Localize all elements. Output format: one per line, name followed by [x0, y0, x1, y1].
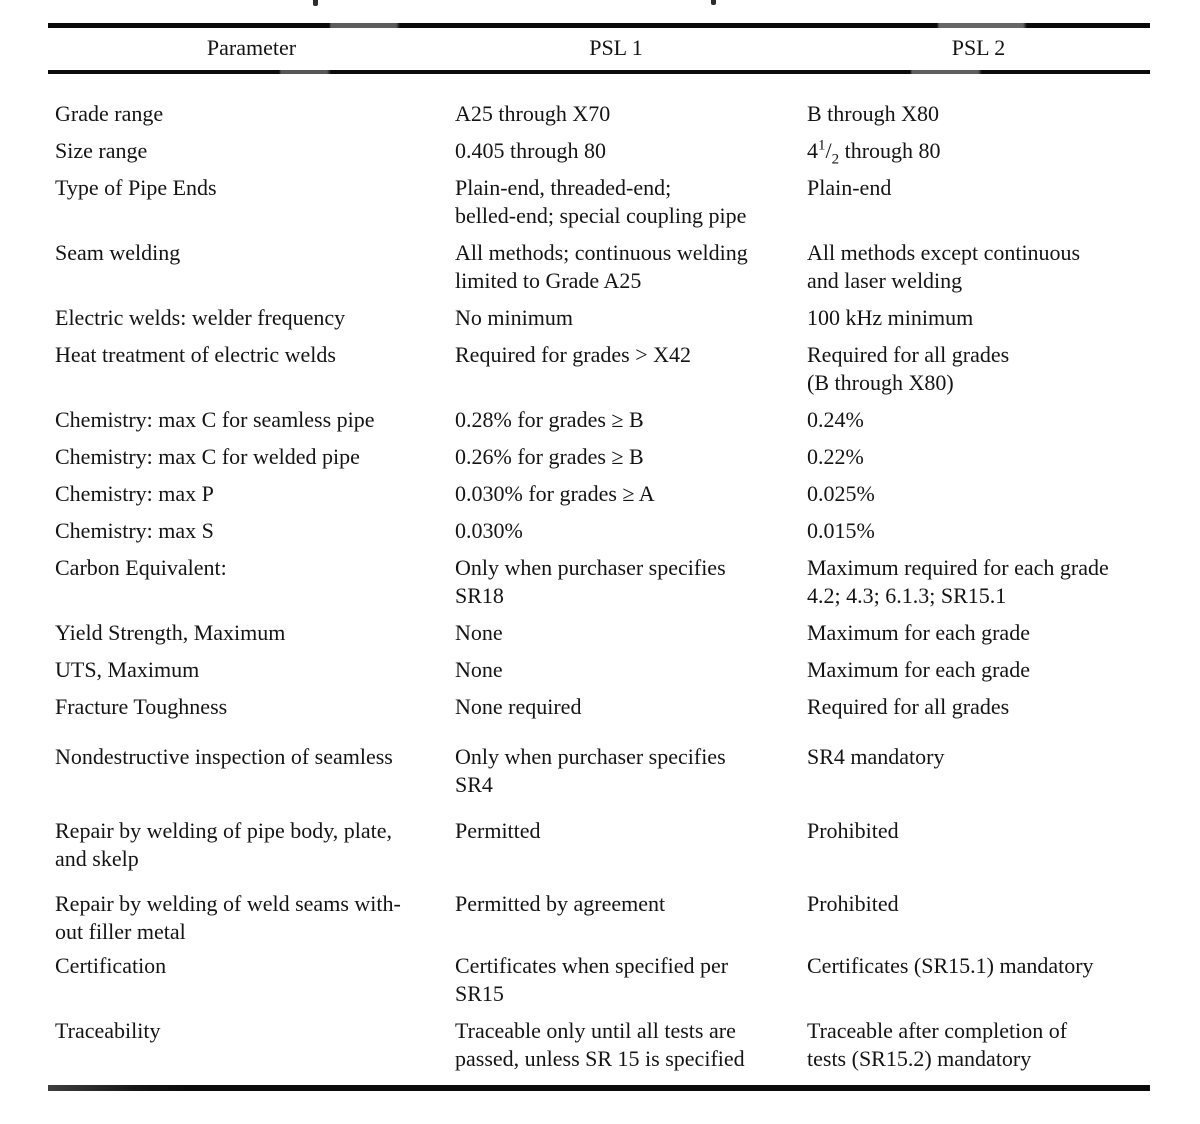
psl2-cell: Plain-end — [807, 175, 892, 200]
parameter-cell: Repair by welding of weld seams with- out filler metal — [55, 891, 401, 944]
parameter-cell: Chemistry: max C for seamless pipe — [55, 407, 375, 432]
parameter-cell: Nondestructive inspection of seamless — [55, 744, 393, 769]
psl1-cell: A25 through X70 — [455, 101, 611, 126]
cropped-text-remnant — [711, 0, 716, 5]
psl1-cell: Only when purchaser specifies SR18 — [455, 555, 726, 608]
table-row — [48, 174, 1150, 230]
cropped-text-remnant — [313, 0, 318, 6]
table-row — [48, 341, 1150, 397]
table-row — [48, 406, 1150, 434]
table-row — [48, 304, 1150, 332]
parameter-cell: Fracture Toughness — [55, 694, 228, 719]
psl1-cell: Required for grades > X42 — [455, 342, 692, 367]
psl2-cell: All methods except continuous and laser welding — [807, 240, 1081, 293]
psl1-cell: 0.26% for grades ≥ B — [455, 444, 644, 469]
psl1-cell: All methods; continuous welding limited to Grade A25 — [455, 240, 748, 293]
psl2-cell: 0.22% — [807, 444, 864, 469]
psl-comparison-table — [48, 23, 1150, 1091]
table-row — [48, 952, 1150, 1008]
psl2-cell: SR4 mandatory — [807, 744, 945, 769]
parameter-cell: Grade range — [55, 101, 164, 126]
psl1-cell: 0.030% — [455, 518, 523, 543]
table-row — [48, 693, 1150, 721]
parameter-cell: Heat treatment of electric welds — [55, 342, 336, 367]
psl1-cell: 0.405 through 80 — [455, 138, 606, 163]
table-row — [48, 890, 1150, 946]
parameter-cell: Traceability — [55, 1018, 161, 1043]
psl1-cell: 0.28% for grades ≥ B — [455, 407, 644, 432]
table-row — [48, 743, 1150, 799]
psl2-cell: Traceable after completion of tests (SR15.2) mandatory — [807, 1018, 1068, 1071]
parameter-cell: Yield Strength, Maximum — [55, 620, 286, 645]
psl2-cell: Prohibited — [807, 818, 899, 843]
psl1-cell: None — [455, 620, 503, 645]
psl2-cell: Maximum for each grade — [807, 657, 1030, 682]
psl2-cell: 0.025% — [807, 481, 875, 506]
psl1-cell: Permitted — [455, 818, 541, 843]
table-row — [48, 656, 1150, 684]
psl1-cell: No minimum — [455, 305, 573, 330]
psl2-cell: Maximum for each grade — [807, 620, 1030, 645]
psl1-cell: None required — [455, 694, 582, 719]
table-row — [48, 517, 1150, 545]
parameter-cell: Chemistry: max P — [55, 481, 214, 506]
table-header-row — [48, 28, 1150, 70]
psl2-cell: B through X80 — [807, 101, 939, 126]
psl1-cell: Certificates when specified per SR15 — [455, 953, 729, 1006]
table-row — [48, 480, 1150, 508]
table-row — [48, 443, 1150, 471]
table-row — [48, 1017, 1150, 1073]
parameter-cell: Size range — [55, 138, 148, 163]
row-group — [48, 239, 1150, 397]
parameter-cell: Certification — [55, 953, 167, 978]
psl2-cell: Certificates (SR15.1) mandatory — [807, 953, 1094, 978]
table-row — [48, 817, 1150, 873]
table-row — [48, 239, 1150, 295]
parameter-cell: UTS, Maximum — [55, 657, 200, 682]
psl2-cell: 100 kHz minimum — [807, 305, 974, 330]
table-row — [48, 137, 1150, 168]
psl2-cell: Prohibited — [807, 891, 899, 916]
parameter-cell: Seam welding — [55, 240, 181, 265]
parameter-cell: Type of Pipe Ends — [55, 175, 217, 200]
parameter-cell: Repair by welding of pipe body, plate, and skelp — [55, 818, 393, 871]
table-row — [48, 619, 1150, 647]
parameter-cell: Chemistry: max S — [55, 518, 214, 543]
table-row — [48, 554, 1150, 610]
row-group — [48, 743, 1150, 1073]
psl1-cell: Only when purchaser specifies SR4 — [455, 744, 726, 797]
table-row — [48, 100, 1150, 128]
psl1-cell: None — [455, 657, 503, 682]
parameter-cell: Carbon Equivalent: — [55, 555, 227, 580]
psl1-cell: Plain-end, threaded-end; belled-end; special coupling pipe — [455, 175, 747, 228]
psl2-cell: 0.015% — [807, 518, 875, 543]
table-body — [48, 74, 1150, 1073]
psl2-cell: Required for all grades (B through X80) — [807, 342, 1010, 395]
column-header-psl2: PSL 2 — [951, 35, 1006, 60]
psl2-cell: $4^1/_2$ through 80 — [807, 137, 941, 168]
column-header-psl1: PSL 1 — [589, 35, 643, 60]
column-header-parameter: Parameter — [206, 35, 297, 60]
parameter-cell: Chemistry: max C for welded pipe — [55, 444, 360, 469]
parameter-cell: Electric welds: welder frequency — [55, 305, 346, 330]
row-group — [48, 100, 1150, 230]
psl2-cell: 0.24% — [807, 407, 864, 432]
psl1-cell: Traceable only until all tests are passed, unless SR 15 is specified — [455, 1018, 745, 1071]
table-bottom-rule — [48, 1085, 1150, 1091]
psl2-cell: Required for all grades — [807, 694, 1010, 719]
psl2-cell: Maximum required for each grade 4.2; 4.3; 6.1.3; SR15.1 — [807, 555, 1109, 608]
psl1-cell: Permitted by agreement — [455, 891, 666, 916]
psl1-cell: 0.030% for grades ≥ A — [455, 481, 655, 506]
row-group — [48, 406, 1150, 721]
